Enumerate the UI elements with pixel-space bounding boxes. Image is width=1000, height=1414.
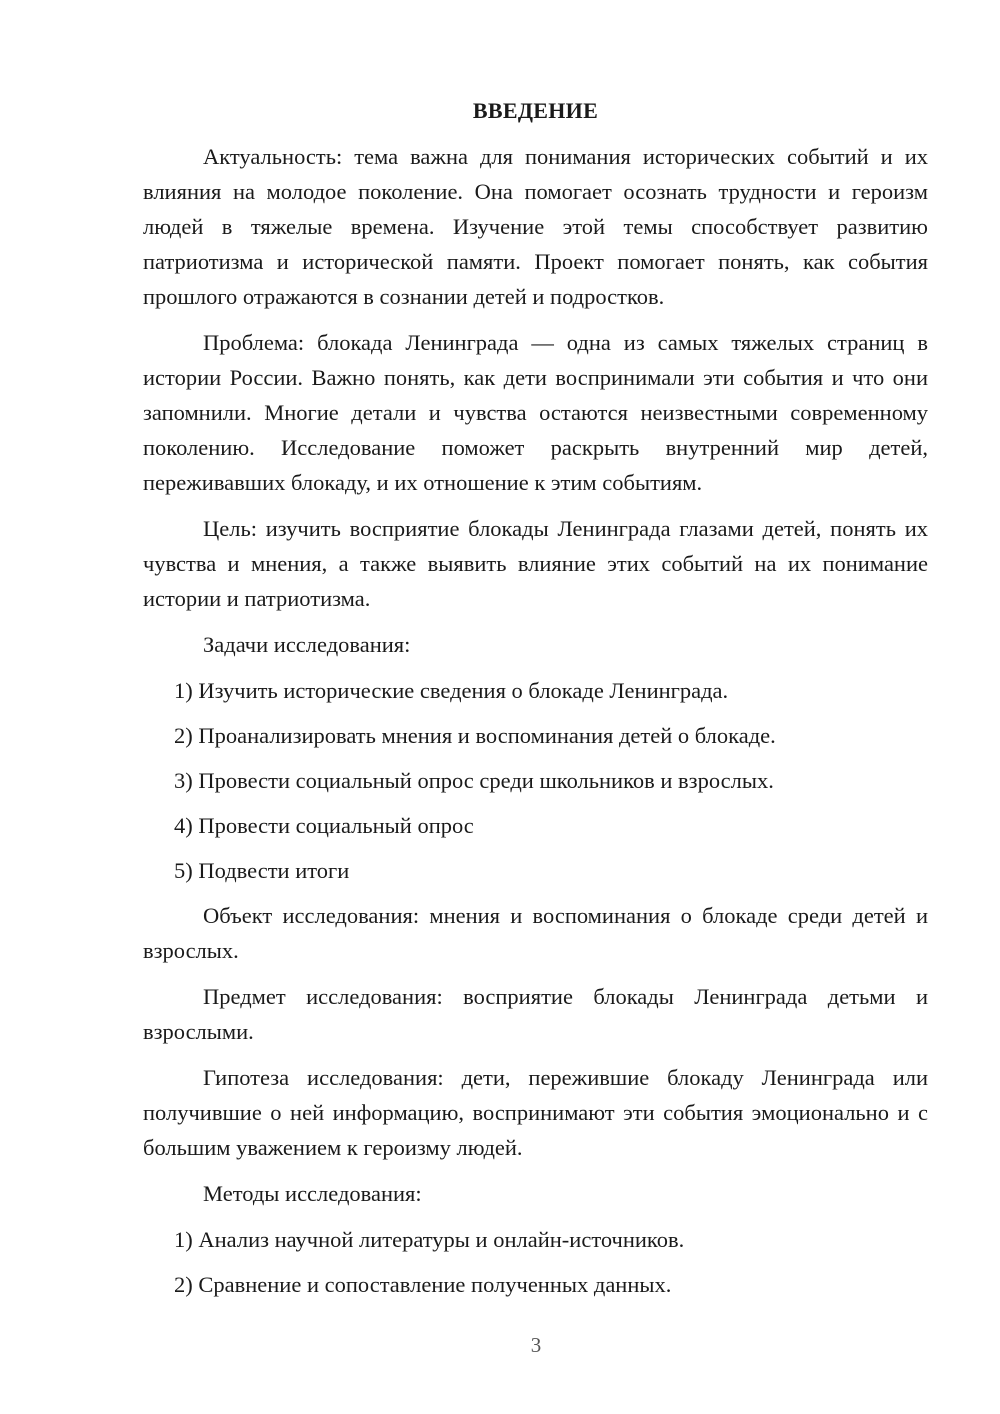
task-item: 2) Проанализировать мнения и воспоминания детей о блокаде.	[174, 723, 776, 748]
problem-paragraph: Проблема: блокада Ленинграда — одна из самых тяжелых страниц в истории России. Важно понять, как дети воспринимали эти события и что они запомнили. Многие детали и чувства остаются неизвестными современному поколению. Исследование поможет раскрыть внутренний мир детей, переживавших блокаду, и их отношение к этим событиям.	[143, 330, 928, 495]
task-item: 4) Провести социальный опрос	[174, 813, 474, 838]
method-item: 1) Анализ научной литературы и онлайн-источников.	[174, 1227, 685, 1252]
section-heading: ВВЕДЕНИЕ	[472, 98, 599, 123]
subject-paragraph: Предмет исследования: восприятие блокады Ленинграда детьми и взрослыми.	[143, 984, 928, 1044]
goal-paragraph: Цель: изучить восприятие блокады Ленинграда глазами детей, понять их чувства и мнения, а также выявить влияние этих событий на их понимание истории и патриотизма.	[143, 516, 928, 611]
tasks-list	[143, 673, 928, 888]
object-paragraph: Объект исследования: мнения и воспоминания о блокаде среди детей и взрослых.	[143, 903, 928, 963]
methods-heading: Методы исследования:	[203, 1181, 422, 1206]
tasks-heading: Задачи исследования:	[203, 632, 411, 657]
task-item: 3) Провести социальный опрос среди школьников и взрослых.	[174, 768, 774, 793]
relevance-paragraph: Актуальность: тема важна для понимания исторических событий и их влияния на молодое поколение. Она помогает осознать трудности и героизм людей в тяжелые времена. Изучение этой темы способствует развитию патриотизма и исторической памяти. Проект помогает понять, как события прошлого отражаются в сознании детей и подростков.	[143, 144, 928, 309]
methods-list	[143, 1222, 928, 1302]
page-number: 3	[530, 1333, 542, 1357]
task-item: 1) Изучить исторические сведения о блокаде Ленинграда.	[174, 678, 729, 703]
page-content	[143, 96, 928, 1312]
method-item: 2) Сравнение и сопоставление полученных данных.	[174, 1272, 672, 1297]
hypothesis-paragraph: Гипотеза исследования: дети, пережившие блокаду Ленинграда или получившие о ней информацию, воспринимают эти события эмоционально и с большим уважением к героизму людей.	[143, 1065, 928, 1160]
task-item: 5) Подвести итоги	[174, 858, 350, 883]
